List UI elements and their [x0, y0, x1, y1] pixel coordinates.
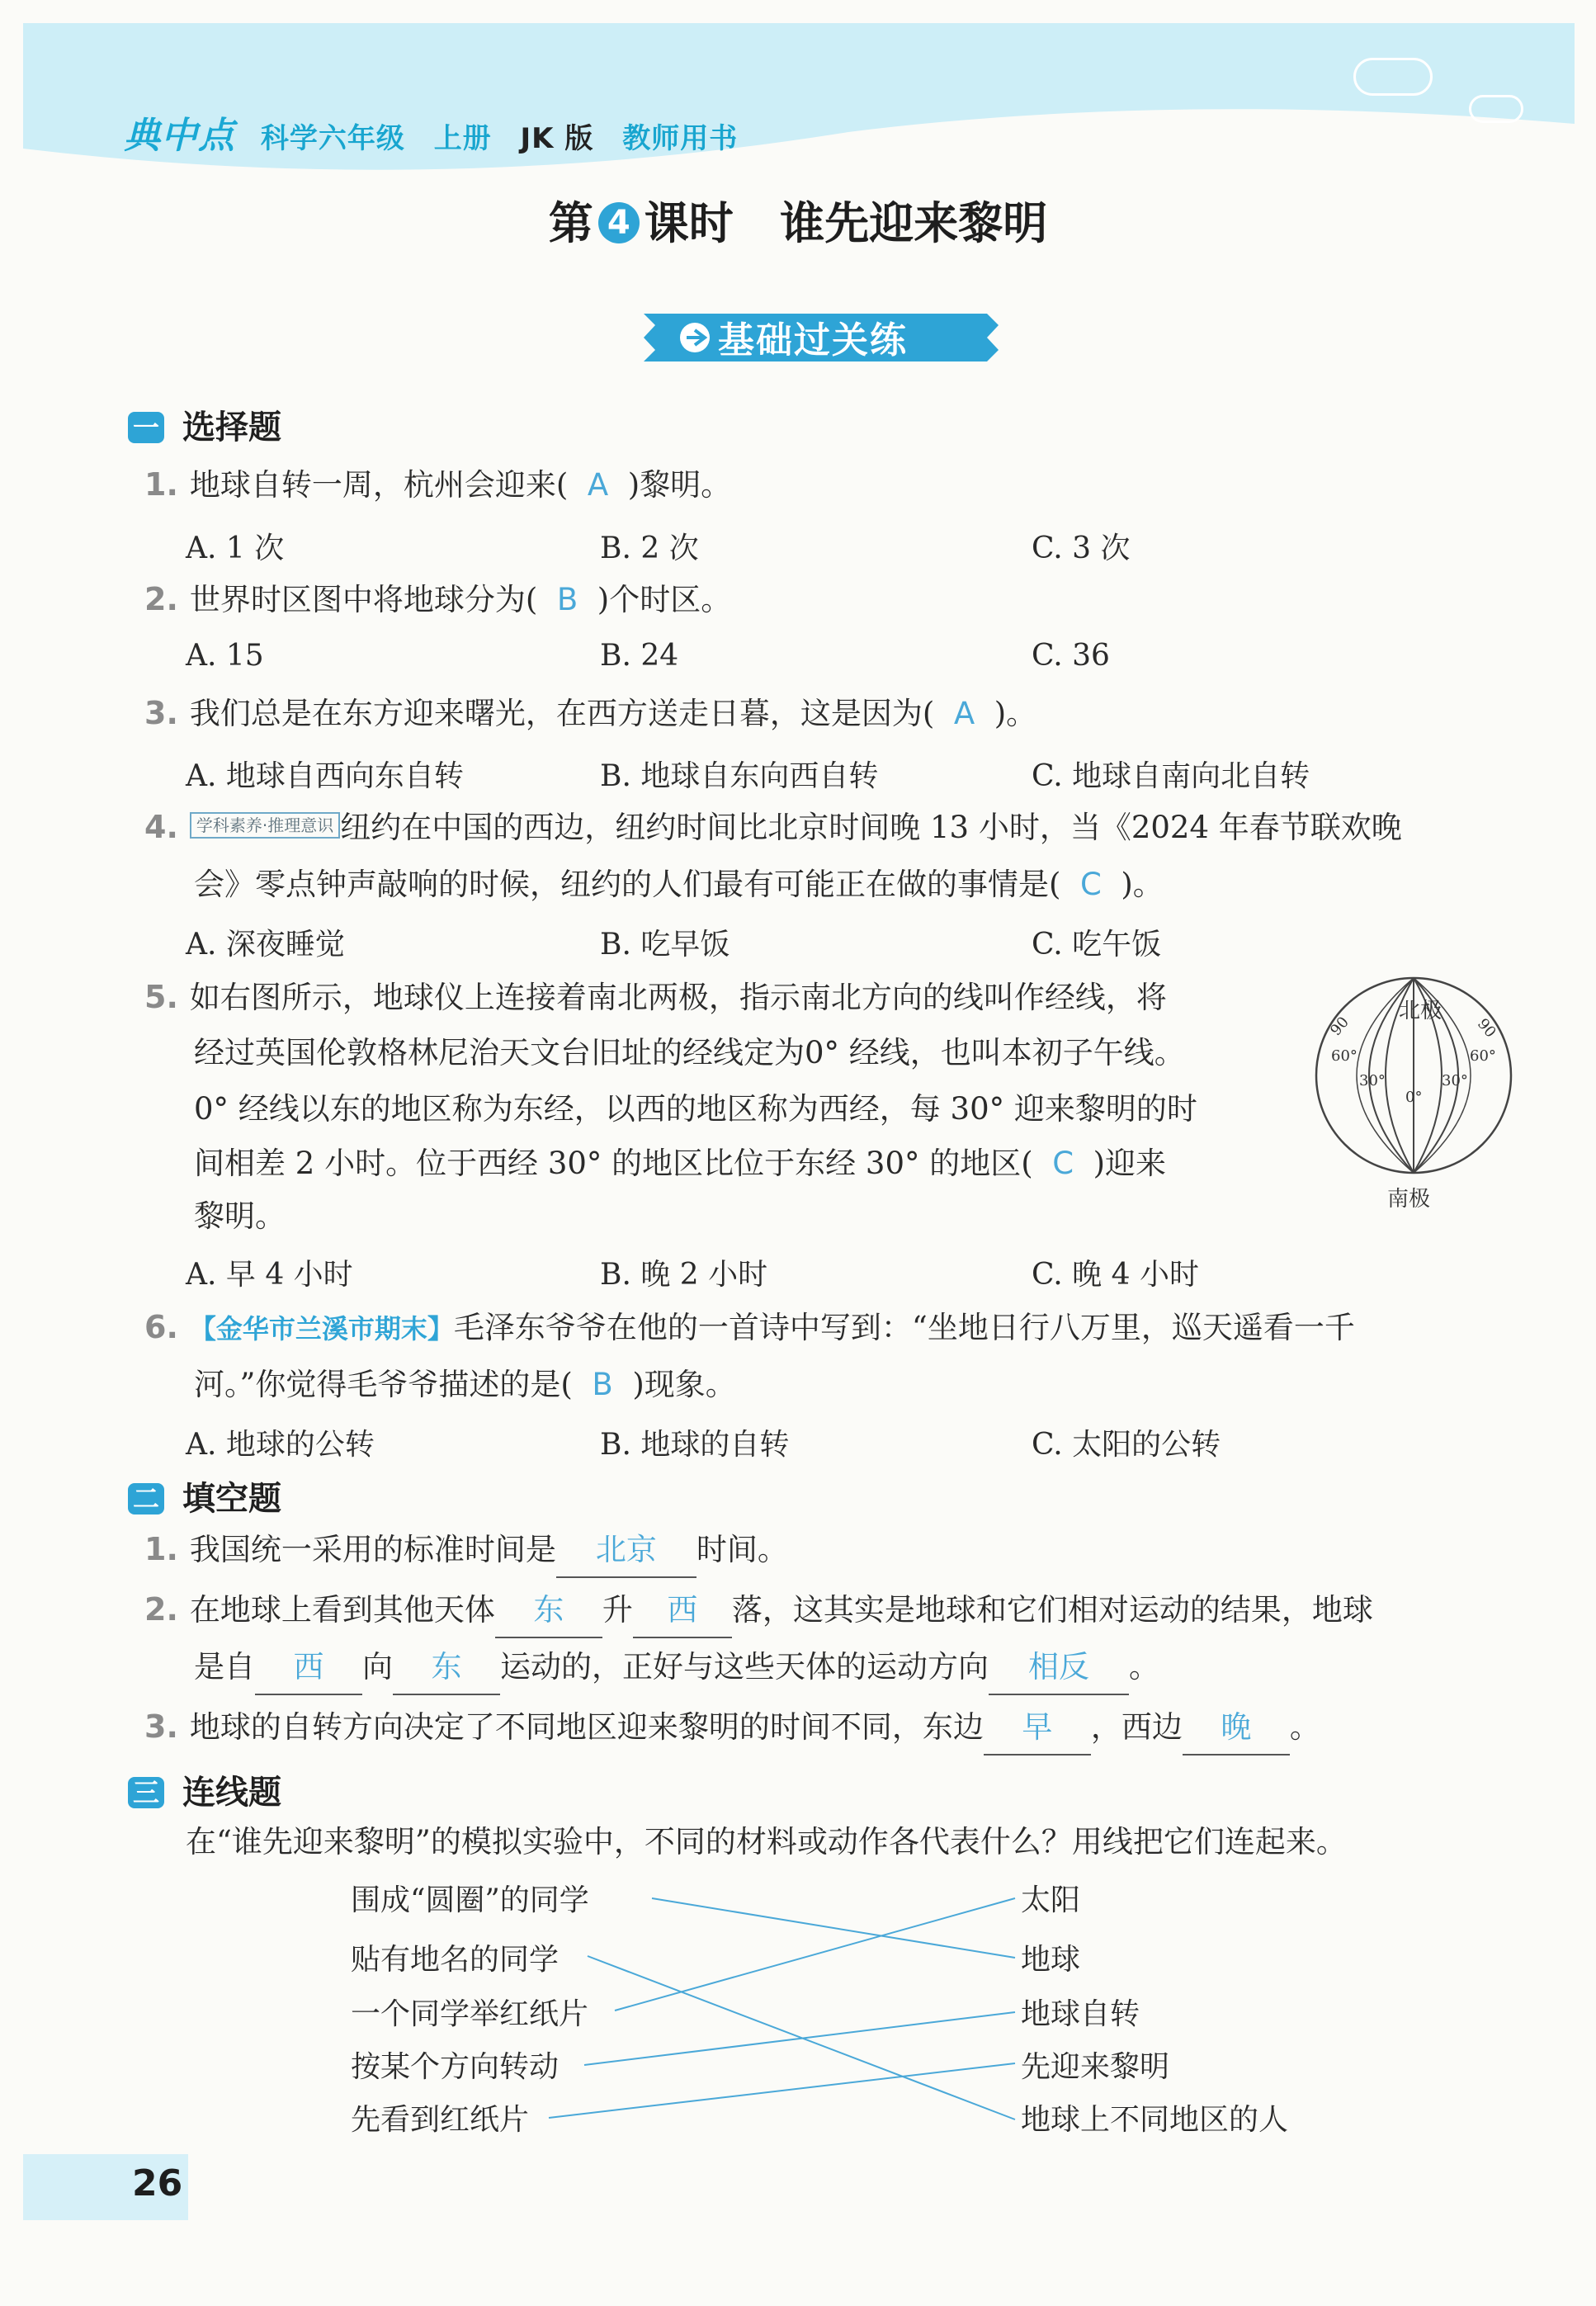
option-b: B. 2 次 — [600, 532, 699, 565]
question-number: 4. — [144, 809, 178, 845]
globe-label: 0° — [1405, 1089, 1423, 1106]
question-text: 间相差 2 小时。位于西经 30° 的地区比位于东经 30° 的地区( — [194, 1146, 1033, 1181]
question-text: 河。”你觉得毛爷爷描述的是( — [194, 1367, 573, 1402]
option-a: A. 地球自西向东自转 — [186, 759, 464, 793]
match-left-item: 围成“圆圈”的同学 — [351, 1883, 589, 1917]
match-left-item: 一个同学举红纸片 — [351, 1997, 589, 2031]
question-text: 0° 经线以东的地区称为东经，以西的地区称为西经，每 30° 迎来黎明的时 — [194, 1091, 1197, 1127]
match-right-item: 地球上不同地区的人 — [1021, 2103, 1289, 2137]
question-number: 1. — [144, 466, 178, 503]
question-text: 地球的自转方向决定了不同地区迎来黎明的时间不同，东边 — [189, 1709, 984, 1745]
globe-label: 90 — [1473, 1015, 1499, 1042]
answer-blank: 东 — [393, 1641, 500, 1695]
answer-blank: 早 — [984, 1701, 1091, 1755]
lesson-number-badge: 4 — [598, 202, 640, 243]
question-text: )。 — [1121, 867, 1164, 902]
option-c: C. 晚 4 小时 — [1032, 1258, 1199, 1292]
question-number: 3. — [144, 1708, 178, 1745]
question-text: 。 — [1129, 1649, 1159, 1685]
question-text: 时间。 — [696, 1532, 788, 1567]
section-title: 填空题 — [182, 1480, 281, 1518]
match-right-item: 地球 — [1021, 1943, 1081, 1977]
question-number: 2. — [144, 581, 178, 617]
brand-logo: 典中点 — [124, 115, 235, 157]
match-left-item: 先看到红纸片 — [351, 2103, 530, 2137]
question-text: 落，这其实是地球和它们相对运动的结果，地球 — [731, 1592, 1373, 1628]
option-a: A. 地球的公转 — [186, 1428, 375, 1462]
globe-label: 60° — [1470, 1047, 1496, 1065]
question-text: )迎来 — [1093, 1146, 1167, 1181]
question-number: 2. — [144, 1591, 178, 1628]
answer-blank: 西 — [633, 1584, 732, 1638]
lesson-suffix: 课时 — [644, 197, 734, 249]
option-b: B. 吃早饭 — [600, 928, 730, 962]
book-type-label: 教师用书 — [622, 122, 739, 155]
section-title: 选择题 — [182, 409, 281, 447]
volume-label: 上册 — [433, 122, 492, 155]
option-a: A. 早 4 小时 — [186, 1258, 353, 1292]
question-text: 我国统一采用的标准时间是 — [189, 1532, 556, 1567]
option-c: C. 3 次 — [1032, 532, 1131, 565]
question-text: 运动的，正好与这些天体的运动方向 — [500, 1649, 989, 1685]
question-text: 会》零点钟声敲响的时候，纽约的人们最有可能正在做的事情是( — [194, 867, 1061, 902]
option-a: A. 深夜睡觉 — [186, 928, 345, 962]
source-tag: 【金华市兰溪市期末】 — [189, 1313, 454, 1344]
option-b: B. 24 — [600, 639, 679, 673]
globe-label: 60° — [1331, 1047, 1358, 1065]
answer: B — [592, 1367, 613, 1402]
option-b: B. 地球自东向西自转 — [600, 759, 879, 793]
question-text: 黎明。 — [194, 1198, 286, 1234]
answer-blank: 相反 — [989, 1641, 1129, 1695]
question-text: 在地球上看到其他天体 — [189, 1592, 495, 1628]
option-c: C. 地球自南向北自转 — [1032, 759, 1310, 793]
question-number: 3. — [144, 695, 178, 731]
question-text: 经过英国伦敦格林尼治天文台旧址的经线定为0° 经线，也叫本初子午线。 — [194, 1035, 1185, 1070]
answer: C — [1052, 1146, 1074, 1181]
question-text: 地球自转一周，杭州会迎来( — [189, 467, 569, 503]
section-badge: 一 — [128, 412, 164, 443]
option-a: A. 1 次 — [186, 532, 285, 565]
option-c: C. 吃午饭 — [1032, 928, 1162, 962]
option-c: C. 36 — [1032, 639, 1110, 673]
answer-blank: 北京 — [556, 1524, 696, 1578]
answer: A — [587, 467, 609, 503]
option-b: B. 地球的自转 — [600, 1428, 790, 1462]
south-pole-label: 南极 — [1387, 1187, 1431, 1212]
question-text: )现象。 — [632, 1367, 736, 1402]
answer: A — [953, 696, 975, 731]
globe-label: 90 — [1327, 1014, 1353, 1040]
edition-label: JK 版 — [520, 122, 594, 155]
lesson-prefix: 第 — [548, 197, 593, 249]
option-a: A. 15 — [186, 639, 264, 673]
banner-label: 基础过关练 — [718, 319, 908, 361]
match-right-item: 地球自转 — [1021, 1997, 1140, 2031]
match-instruction: 在“谁先迎来黎明”的模拟实验中，不同的材料或动作各代表什么？用线把它们连起来。 — [186, 1824, 1347, 1859]
question-text: )。 — [994, 696, 1037, 731]
question-text: )黎明。 — [627, 467, 732, 503]
question-text: 世界时区图中将地球分为( — [189, 582, 538, 617]
question-text: 升 — [602, 1592, 633, 1628]
answer: C — [1079, 867, 1102, 902]
answer-blank: 晚 — [1183, 1701, 1290, 1755]
page-number: 26 — [132, 2162, 183, 2204]
question-text: 向 — [362, 1649, 393, 1685]
question-text: 纽约在中国的西边，纽约时间比北京时间晚 13 小时，当《2024 年春节联欢晚 — [340, 810, 1402, 845]
match-right-item: 太阳 — [1021, 1883, 1081, 1917]
question-text: 我们总是在东方迎来曙光，在西方送走日暮，这是因为( — [189, 696, 935, 731]
section-badge: 二 — [128, 1483, 164, 1514]
match-left-item: 贴有地名的同学 — [351, 1943, 560, 1977]
lesson-name: 谁先迎来黎明 — [780, 197, 1048, 249]
question-text: ，西边 — [1090, 1709, 1183, 1745]
answer-blank: 东 — [495, 1584, 602, 1638]
question-text: 是自 — [194, 1649, 255, 1685]
section-badge: 三 — [128, 1777, 164, 1808]
question-text: 如右图所示，地球仪上连接着南北两极，指示南北方向的线叫作经线，将 — [189, 980, 1167, 1015]
globe-label: 30° — [1359, 1072, 1386, 1089]
answer-blank: 西 — [255, 1641, 362, 1695]
option-c: C. 太阳的公转 — [1032, 1428, 1221, 1462]
north-pole-label: 北极 — [1399, 999, 1443, 1023]
question-number: 5. — [144, 979, 178, 1015]
subject-label: 科学六年级 — [260, 122, 405, 155]
answer: B — [556, 582, 578, 617]
question-number: 6. — [144, 1309, 178, 1345]
question-text: 毛泽东爷爷在他的一首诗中写到：“坐地日行八万里，巡天遥看一千 — [453, 1310, 1355, 1345]
section-title: 连线题 — [182, 1774, 281, 1812]
literacy-tag: 学科素养·推理意识 — [190, 812, 340, 839]
question-number: 1. — [144, 1531, 178, 1567]
match-right-item: 先迎来黎明 — [1021, 2050, 1170, 2084]
globe-label: 30° — [1442, 1072, 1468, 1089]
option-b: B. 晚 2 小时 — [600, 1258, 768, 1292]
question-text: )个时区。 — [597, 582, 732, 617]
question-text: 。 — [1289, 1709, 1320, 1745]
match-left-item: 按某个方向转动 — [351, 2050, 560, 2084]
